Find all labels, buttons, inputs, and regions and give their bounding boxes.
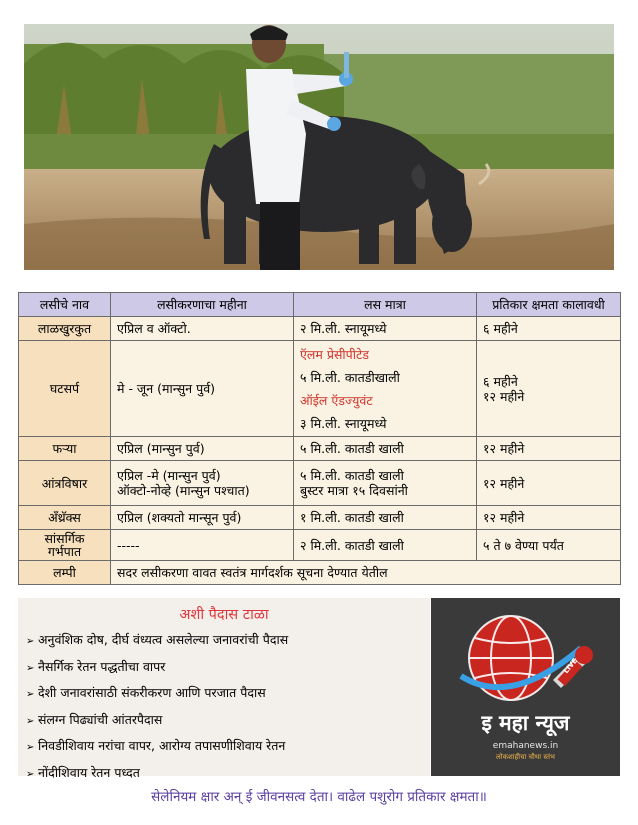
vaccination-month: एप्रिल (मान्सुन पुर्व) — [111, 437, 294, 461]
immunity-period: ६ महीने — [477, 317, 621, 341]
table-row — [19, 461, 621, 506]
dose-type-label: ऍलम प्रेसीपीटेड — [300, 346, 369, 362]
arrow-bullet-icon: ➢ — [26, 662, 35, 674]
tip-text: अनुवंशिक दोष, दीर्घ वंध्यत्व असलेल्या जनावरांची पैदास — [38, 632, 289, 647]
table-row — [19, 561, 621, 585]
vaccination-table — [18, 292, 621, 585]
footer-slogan: सेलेनियम क्षार अन् ई जीवनसत्व देता। वाढेल पशुरोग प्रतिकार क्षमता॥ — [151, 789, 487, 805]
tip-text: निवडीशिवाय नरांचा वापर, आरोग्य तपासणीशिवाय रेतन — [38, 738, 286, 753]
list-item — [26, 708, 430, 735]
dose-amount: ५ मि.ली. कातडीखाली — [300, 369, 400, 385]
list-item — [26, 734, 430, 761]
vaccine-name: आंत्रविषार — [19, 461, 111, 506]
col-header-vaccination-month: लसीकरणाचा महीना — [111, 293, 294, 317]
immunity-period — [477, 341, 621, 437]
tips-list — [18, 628, 430, 787]
list-item — [26, 655, 430, 682]
table-row — [19, 506, 621, 530]
vaccination-month-line: एप्रिल -मे (मान्सुन पुर्व) — [117, 468, 221, 483]
vaccination-month: ----- — [111, 530, 294, 561]
col-header-vaccine-name: लसीचे नाव — [19, 293, 111, 317]
tip-text: संलग्न पिढ्यांची आंतरपैदास — [38, 711, 163, 727]
immunity-period-line: ६ महीने — [483, 373, 518, 389]
bottom-section — [18, 598, 620, 780]
vaccine-name: फऱ्या — [19, 437, 111, 461]
emahanews-logo — [431, 598, 620, 776]
arrow-bullet-icon: ➢ — [26, 742, 35, 753]
dose: २ मि.ली. कातडी खाली — [294, 530, 477, 561]
immunity-period: ५ ते ७ वेण्या पर्यंत — [477, 530, 621, 561]
vaccination-month: एप्रिल व ऑक्टो. — [111, 317, 294, 341]
dose — [294, 341, 477, 437]
dose: ५ मि.ली. कातडी खाली — [294, 437, 477, 461]
vaccine-name: लम्पी — [19, 561, 111, 585]
vaccine-name — [19, 530, 111, 561]
col-header-immunity-period: प्रतिकार क्षमता कालावधी — [477, 293, 621, 317]
table-row — [19, 317, 621, 341]
dose-line: ५ मि.ली. कातडी खाली — [300, 468, 404, 483]
table-row — [19, 530, 621, 561]
logo-live-badge: LIVE — [562, 656, 580, 676]
col-header-dose: लस मात्रा — [294, 293, 477, 317]
tips-title: अशी पैदास टाळा — [179, 607, 269, 623]
logo-url: emahanews.in — [492, 741, 559, 751]
list-item — [26, 761, 430, 788]
dose-amount: ३ मि.ली. स्नायूमध्ये — [300, 415, 387, 431]
vaccine-name: घटसर्प — [19, 341, 111, 437]
breeding-tips-box — [18, 598, 430, 780]
immunity-period: १२ महीने — [477, 437, 621, 461]
arrow-bullet-icon: ➢ — [26, 689, 35, 700]
dose — [294, 461, 477, 506]
vaccination-month — [111, 461, 294, 506]
table-row — [19, 341, 621, 437]
list-item — [26, 628, 430, 655]
dose: २ मि.ली. स्नायूमध्ये — [294, 317, 477, 341]
tip-text: देशी जनावरांसाठी संकरीकरण आणि परजात पैदास — [38, 685, 266, 700]
vaccination-month-line: ऑक्टो-नोव्हे (मान्सुन पश्चात) — [117, 483, 250, 498]
immunity-period: १२ महीने — [477, 506, 621, 530]
vaccination-month: एप्रिल (शक्यतो मान्सून पुर्व) — [111, 506, 294, 530]
vaccine-name-line: गर्भपात — [47, 544, 82, 559]
vaccination-note: सदर लसीकरणा वावत स्वतंत्र मार्गदर्शक सूचना देण्यात येतील — [111, 561, 621, 585]
arrow-bullet-icon: ➢ — [26, 636, 35, 647]
list-item — [26, 681, 430, 708]
vaccine-name-line: सांसर्गिक — [44, 531, 85, 546]
tip-text: नैसर्गिक रेतन पद्धतीचा वापर — [38, 658, 166, 674]
dose: १ मि.ली. कातडी खाली — [294, 506, 477, 530]
vaccination-month: मे - जून (मान्सुन पुर्व) — [111, 341, 294, 437]
table-header-row — [19, 293, 621, 317]
immunity-period: १२ महीने — [477, 461, 621, 506]
hero-photo-vet-vaccinating-buffalo — [24, 24, 614, 270]
logo-name: इ महा न्यूज — [481, 711, 570, 735]
table-row — [19, 437, 621, 461]
tip-text: नोंदीशिवाय रेतन पध्दत — [38, 764, 140, 780]
arrow-bullet-icon: ➢ — [26, 768, 35, 780]
logo-tagline: लोकशाहीचा चौथा स्तंभ — [496, 753, 555, 761]
vaccine-name: लाळखुरकुत — [19, 317, 111, 341]
immunity-period-line: १२ महीने — [483, 388, 525, 404]
dose-type-label: ऑईल ऍडज्युवंट — [300, 392, 373, 408]
dose-line: बुस्टर मात्रा १५ दिवसांनी — [300, 483, 408, 498]
arrow-bullet-icon: ➢ — [26, 715, 35, 727]
vaccine-name: अँथ्रॅक्स — [19, 506, 111, 530]
